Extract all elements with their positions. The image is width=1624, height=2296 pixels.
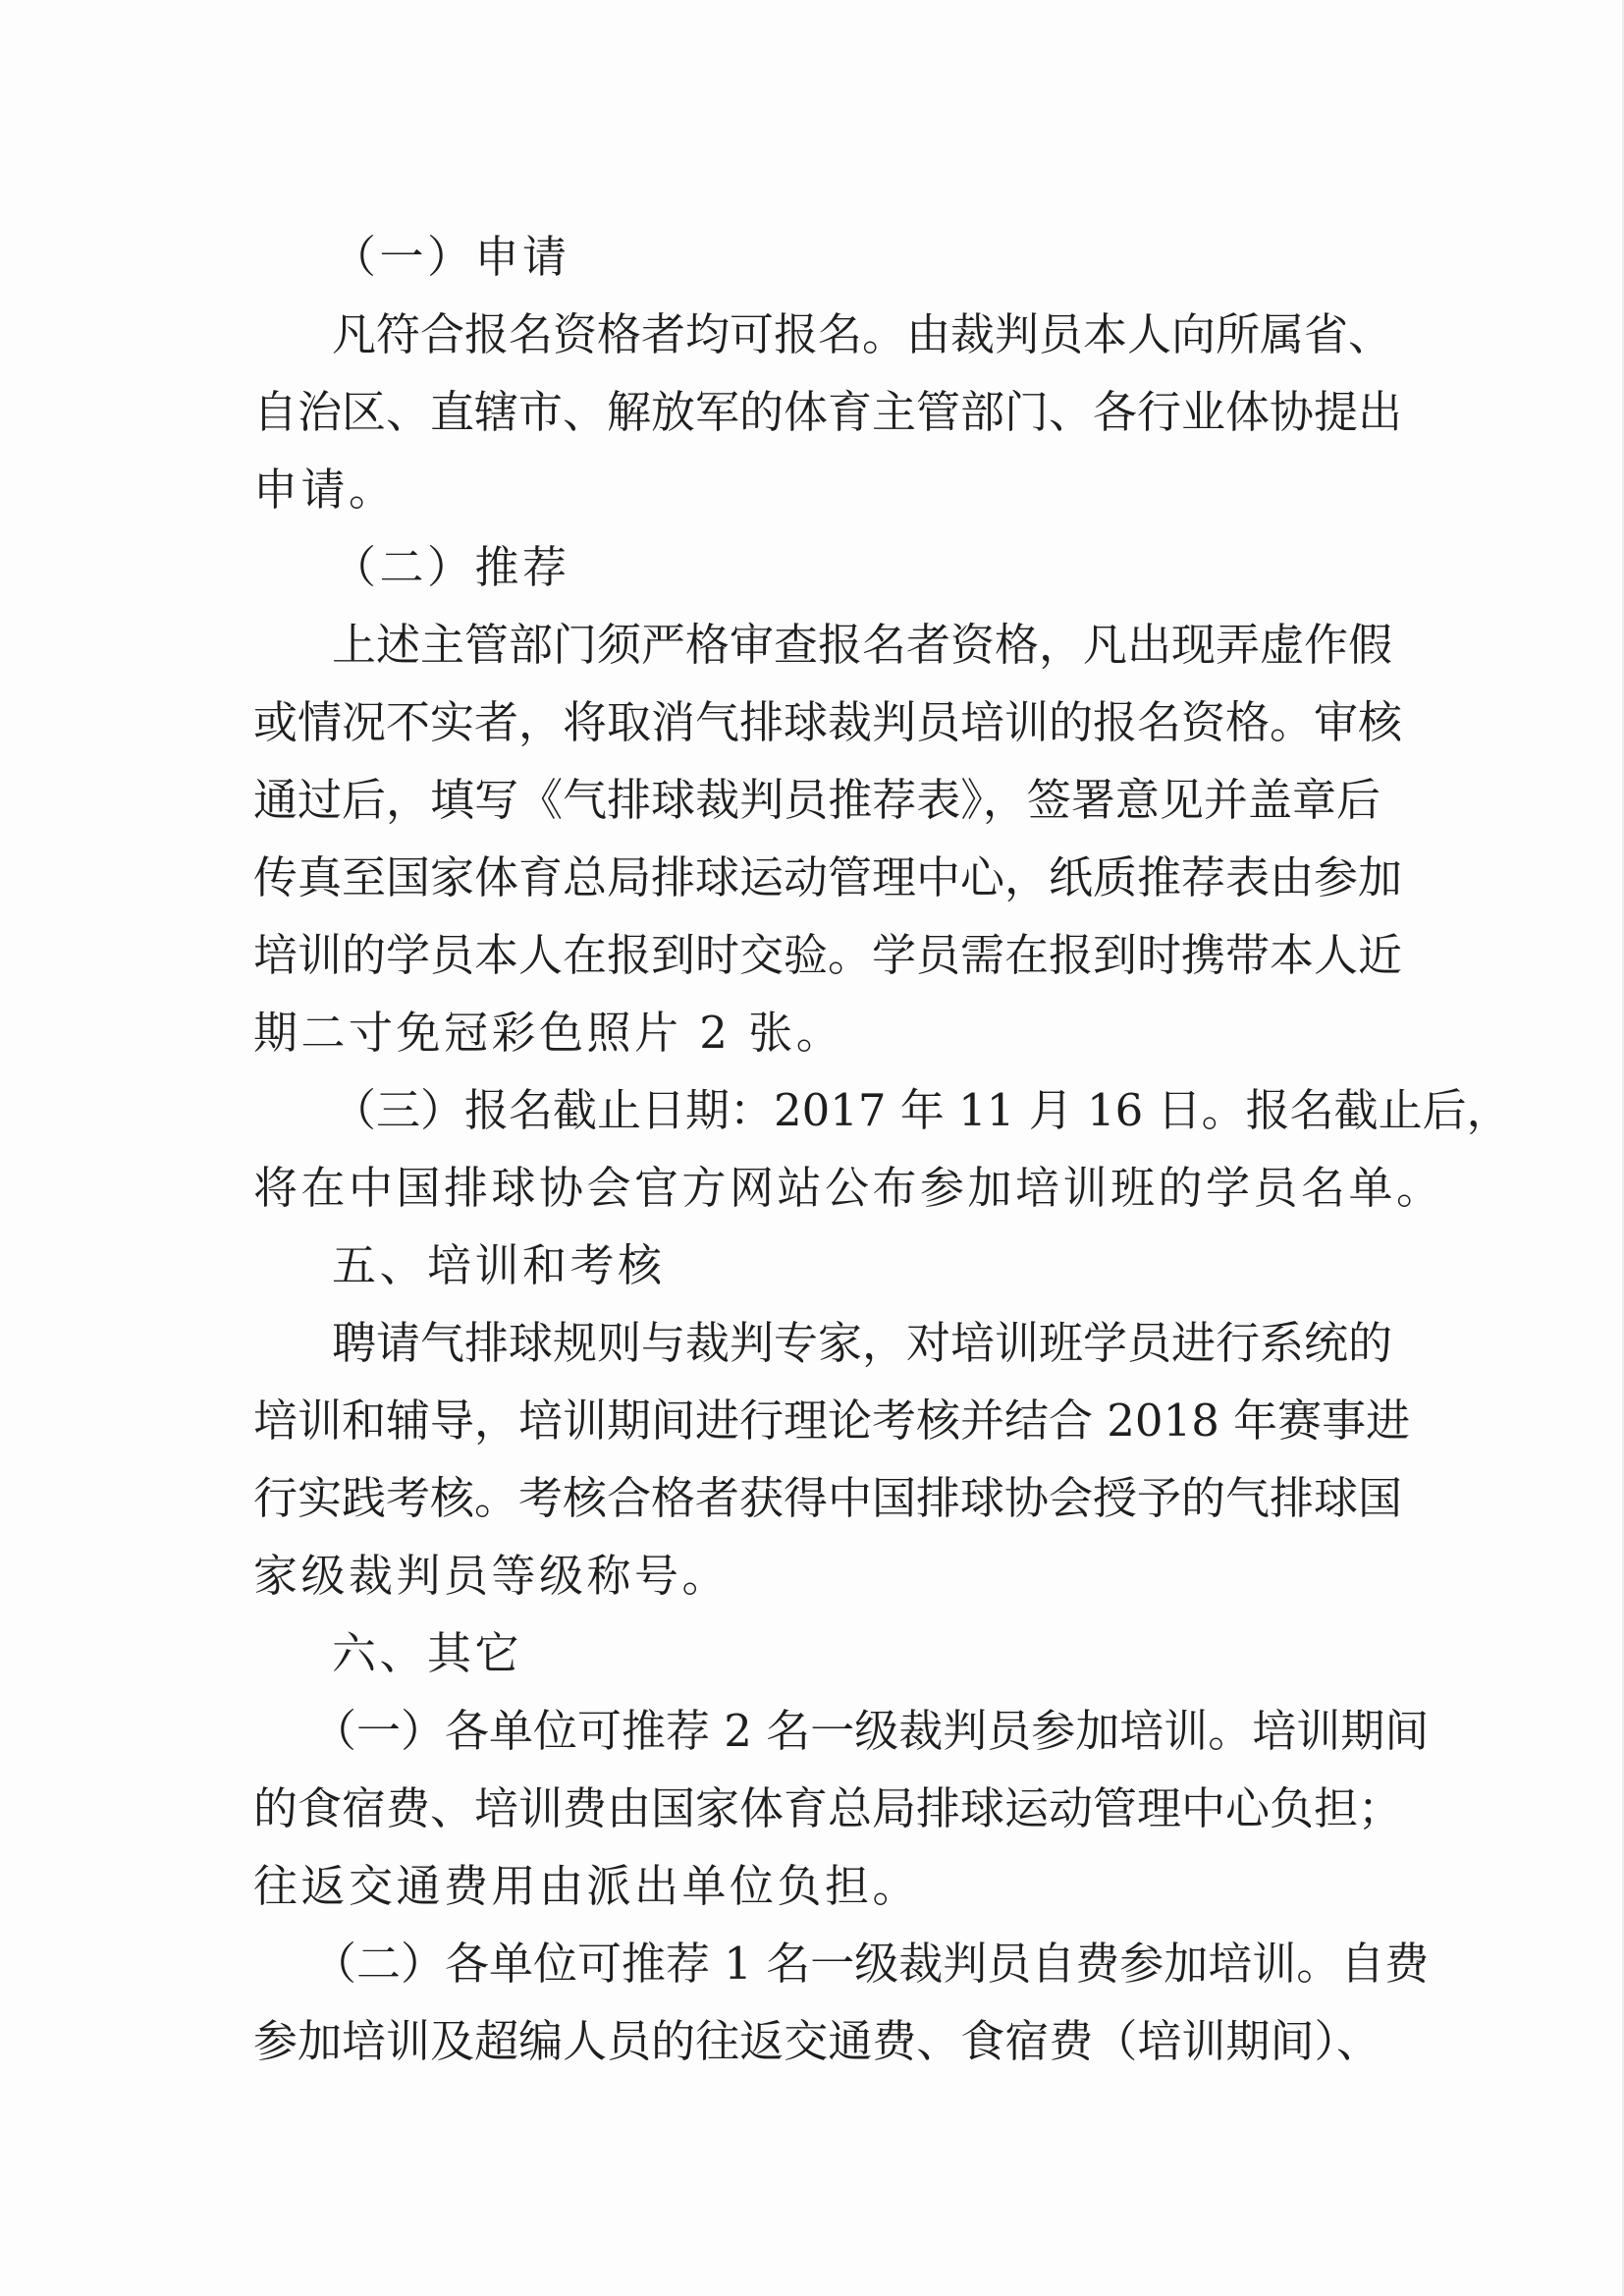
paragraph-line: （二）各单位可推荐 1 名一级裁判员自费参加培训。自费 xyxy=(312,1938,1430,1990)
paragraph-line: 通过后，填写《气排球裁判员推荐表》，签署意见并盖章后 xyxy=(253,774,1380,826)
section-heading-other: 六、其它 xyxy=(332,1627,523,1679)
paragraph-line: 往返交通费用由派出单位负担。 xyxy=(253,1860,921,1912)
paragraph-line: 聘请气排球规则与裁判专家，对培训班学员进行系统的 xyxy=(332,1317,1393,1369)
paragraph-line: （一）各单位可推荐 2 名一级裁判员参加培训。培训期间 xyxy=(312,1705,1430,1757)
paragraph-line: 上述主管部门须严格审查报名者资格，凡出现弄虚作假 xyxy=(332,619,1393,671)
section-heading-apply: （一）申请 xyxy=(332,231,570,283)
paragraph-line: 行实践考核。考核合格者获得中国排球协会授予的气排球国 xyxy=(253,1472,1403,1524)
paragraph-line: 的食宿费、培训费由国家体育总局排球运动管理中心负担； xyxy=(253,1782,1403,1834)
paragraph-line: 参加培训及超编人员的往返交通费、食宿费（培训期间）、 xyxy=(253,2015,1380,2067)
paragraph-line: 培训和辅导，培训期间进行理论考核并结合 2018 年赛事进 xyxy=(253,1394,1411,1447)
paragraph-line: 将在中国排球协会官方网站公布参加培训班的学员名单。 xyxy=(253,1162,1444,1214)
paragraph-line: 培训的学员本人在报到时交验。学员需在报到时携带本人近 xyxy=(253,929,1403,981)
paragraph-line: 家级裁判员等级称号。 xyxy=(253,1550,731,1602)
paragraph-line: 传真至国家体育总局排球运动管理中心，纸质推荐表由参加 xyxy=(253,851,1403,903)
paragraph-line: 凡符合报名资格者均可报名。由裁判员本人向所属省、 xyxy=(332,308,1393,360)
paragraph-line: 期二寸免冠彩色照片 2 张。 xyxy=(253,1007,844,1059)
section-heading-training: 五、培训和考核 xyxy=(332,1239,666,1291)
paragraph-line-deadline: （三）报名截止日期：2017 年 11 月 16 日。报名截止后， xyxy=(332,1084,1511,1136)
document-body xyxy=(253,218,1511,2080)
paragraph-line: 自治区、直辖市、解放军的体育主管部门、各行业体协提出 xyxy=(253,386,1403,438)
paragraph-line: 申请。 xyxy=(253,464,397,516)
section-heading-recommend: （二）推荐 xyxy=(332,541,570,593)
paragraph-line: 或情况不实者，将取消气排球裁判员培训的报名资格。审核 xyxy=(253,696,1403,748)
